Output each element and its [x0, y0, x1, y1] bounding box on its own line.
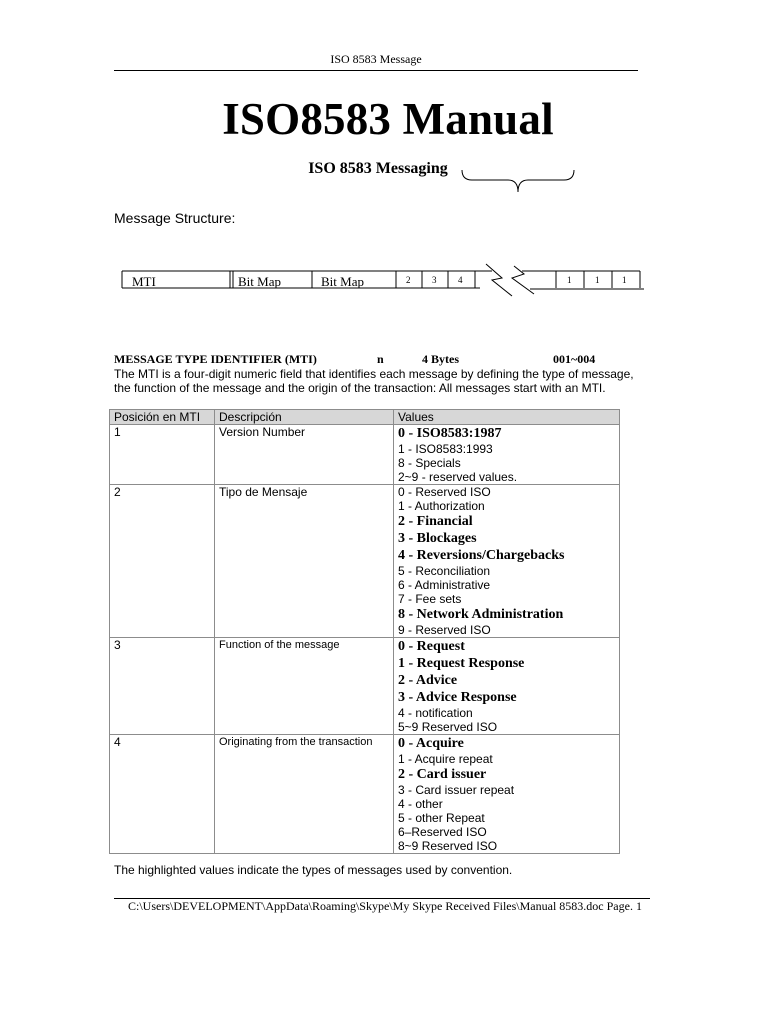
mti-heading-type: n [377, 352, 384, 366]
cell-description: Function of the message [215, 638, 394, 735]
value-item-highlighted: 4 - Reversions/Chargebacks [398, 548, 565, 563]
header-position: Posición en MTI [110, 410, 215, 425]
value-item: 5~9 Reserved ISO [398, 720, 498, 734]
cell-position: 1 [110, 425, 215, 485]
value-item: 2~9 - reserved values. [398, 470, 518, 484]
value-item: 5 - Reconciliation [398, 564, 491, 578]
table-row [110, 425, 620, 485]
table-header-row [110, 410, 620, 425]
page-footer: C:\Users\DEVELOPMENT\AppData\Roaming\Skype\My Skype Received Files\Manual 8583.doc Page. 1 [128, 899, 642, 913]
diagram-field-bitmap-primary: Bit Map [238, 274, 281, 289]
diagram-field-bitmap-secondary: Bit Map [321, 274, 364, 289]
page-header: ISO 8583 Message [330, 52, 422, 66]
diagram-field-mti: MTI [132, 274, 156, 289]
value-item: 7 - Fee sets [398, 592, 462, 606]
cell-position: 3 [110, 638, 215, 735]
diagram-field-n-2: 1 [595, 275, 600, 285]
value-item-highlighted: 2 - Advice [398, 673, 458, 688]
header-rule [114, 70, 638, 71]
cell-description: Originating from the transaction [215, 735, 394, 854]
value-item-highlighted: 3 - Blockages [398, 531, 477, 546]
message-structure-label: Message Structure: [114, 210, 236, 226]
value-item: 0 - Reserved ISO [398, 485, 491, 499]
mti-heading-range: 001~004 [553, 352, 596, 366]
diagram-field-3: 3 [432, 275, 437, 285]
message-structure-diagram [120, 262, 646, 302]
cell-values [394, 735, 620, 854]
value-item-highlighted: 2 - Card issuer [398, 767, 487, 782]
value-item-highlighted: 1 - Request Response [398, 656, 525, 671]
value-item-highlighted: 3 - Advice Response [398, 690, 517, 705]
mti-table-body [110, 425, 620, 854]
diagram-field-2: 2 [406, 275, 411, 285]
mti-intro-paragraph: The MTI is a four-digit numeric field that identifies each message by defining the type of message, the function of the message and the origin of the transaction: All messages start with an MTI. [114, 367, 634, 395]
value-item: 9 - Reserved ISO [398, 623, 491, 637]
cell-position: 4 [110, 735, 215, 854]
curly-brace-icon [460, 166, 578, 196]
value-item: 8 - Specials [398, 456, 461, 470]
mti-heading-label: MESSAGE TYPE IDENTIFIER (MTI) [114, 352, 317, 366]
cell-description: Tipo de Mensaje [215, 485, 394, 638]
value-item: 3 - Card issuer repeat [398, 783, 515, 797]
value-item: 8~9 Reserved ISO [398, 839, 498, 853]
mti-heading [114, 352, 634, 368]
header-description: Descripción [215, 410, 394, 425]
value-item: 6–Reserved ISO [398, 825, 487, 839]
value-item: 4 - other [398, 797, 443, 811]
cell-values [394, 638, 620, 735]
header-values: Values [394, 410, 620, 425]
table-row [110, 735, 620, 854]
cell-values [394, 425, 620, 485]
value-item-highlighted: 2 - Financial [398, 514, 473, 529]
highlight-footnote: The highlighted values indicate the types of messages used by convention. [114, 863, 513, 877]
value-item-highlighted: 0 - ISO8583:1987 [398, 426, 502, 441]
value-item-highlighted: 0 - Acquire [398, 736, 464, 751]
mti-table [109, 409, 620, 854]
value-item-highlighted: 8 - Network Administration [398, 607, 564, 622]
document-title: ISO8583 Manual [222, 94, 554, 144]
diagram-field-n-1: 1 [567, 275, 572, 285]
value-item: 1 - ISO8583:1993 [398, 442, 493, 456]
document-subtitle: ISO 8583 Messaging [308, 160, 448, 177]
value-item: 5 - other Repeat [398, 811, 485, 825]
diagram-field-n-3: 1 [622, 275, 627, 285]
value-item: 1 - Acquire repeat [398, 752, 493, 766]
cell-position: 2 [110, 485, 215, 638]
cell-values [394, 485, 620, 638]
value-item: 1 - Authorization [398, 499, 485, 513]
mti-heading-length: 4 Bytes [422, 352, 459, 366]
value-item: 4 - notification [398, 706, 473, 720]
value-item: 6 - Administrative [398, 578, 491, 592]
cell-description: Version Number [215, 425, 394, 485]
value-item-highlighted: 0 - Request [398, 639, 465, 654]
table-row [110, 638, 620, 735]
diagram-field-4: 4 [458, 275, 463, 285]
table-row [110, 485, 620, 638]
